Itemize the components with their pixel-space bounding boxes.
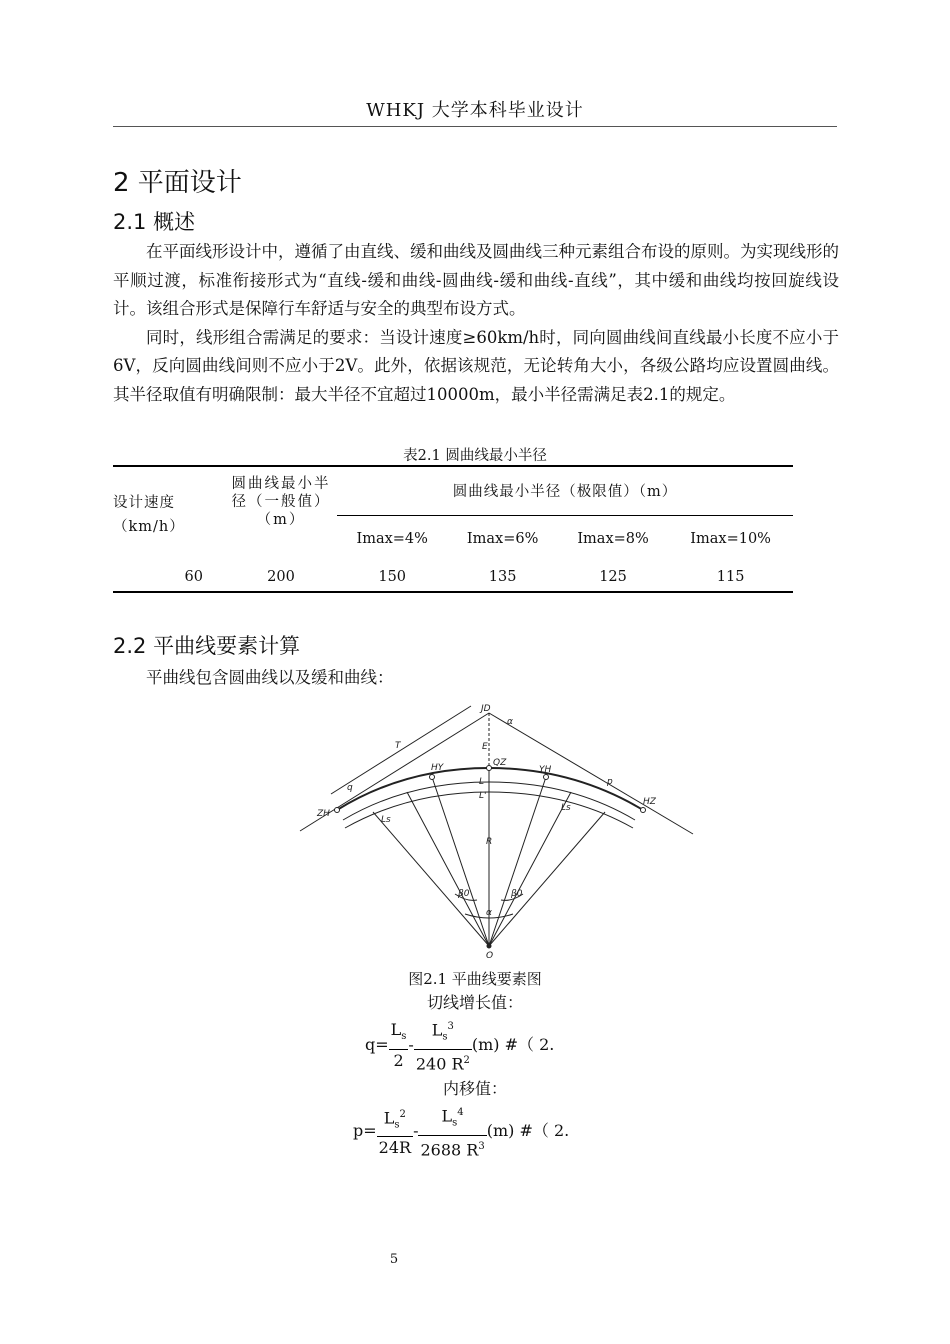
fraction [418, 1102, 486, 1161]
curve-line [337, 768, 643, 810]
sub-header: Imax=4% [356, 531, 428, 548]
table-cell: 150 [378, 569, 407, 585]
formula-p [353, 1102, 569, 1161]
radius-line [489, 792, 571, 946]
sub-header: Imax=10% [690, 531, 771, 548]
table-cell: 200 [267, 569, 295, 585]
paragraph: 平曲线包含圆曲线以及缓和曲线： [146, 668, 394, 687]
superscript: 3 [478, 1140, 485, 1152]
figure-label: β0 [458, 889, 470, 899]
fraction [377, 1104, 413, 1160]
figure-label: Ls [381, 815, 391, 825]
figure-label: L [479, 777, 485, 787]
overview-text [113, 238, 839, 409]
figure-label: β0 [511, 889, 523, 899]
frac-den: 240 R [415, 1053, 464, 1073]
frac-num: L [441, 1106, 453, 1126]
col-header-speed: 设计速度（km/h） [113, 495, 185, 535]
subscript: s [394, 1119, 400, 1131]
frac-num: L [431, 1020, 443, 1040]
table-cell: 135 [488, 569, 517, 585]
sub-header: Imax=8% [577, 531, 649, 548]
page-number: 5 [389, 1252, 399, 1267]
superscript: 3 [447, 1021, 454, 1032]
table-cell: 125 [599, 569, 627, 585]
radius-line [373, 812, 489, 946]
figure-label: JD [481, 704, 491, 714]
figure-label: p [607, 777, 613, 787]
frac-num: L [383, 1107, 395, 1127]
horizontal-curve-diagram [295, 698, 695, 960]
radius-line [489, 812, 605, 946]
fraction [414, 1016, 472, 1075]
formula-q [365, 1016, 554, 1075]
subscript: s [442, 1031, 448, 1043]
frac-num: L [390, 1020, 402, 1040]
frac-den: 24R [378, 1138, 412, 1158]
subscript: s [401, 1031, 407, 1043]
figure-label: E [482, 742, 488, 752]
section-heading-overview: 2.1 概述 [113, 210, 196, 234]
q-label: 切线增长值： [426, 993, 523, 1012]
subscript: s [452, 1117, 458, 1129]
point-hy [430, 775, 435, 780]
page-header: WHKJ 大学本科毕业设计 [366, 100, 584, 121]
figure-label: YH [539, 765, 552, 775]
formula-lhs: p= [353, 1120, 377, 1140]
tangent-line-right [489, 713, 693, 834]
table-cell: 60 [184, 569, 203, 585]
figure-label: α [486, 908, 492, 918]
formula-tail: (m) #（ 2. [486, 1120, 570, 1140]
table-row [113, 563, 793, 592]
figure-label: QZ [493, 758, 507, 768]
superscript: 2 [463, 1054, 470, 1066]
point-hz [641, 808, 646, 813]
radius-line [432, 777, 489, 946]
figure-label: R [486, 837, 493, 847]
superscript: 2 [399, 1108, 406, 1120]
figure-label: α [507, 717, 513, 727]
point-qz [487, 766, 492, 771]
radius-line [489, 777, 546, 946]
figure-caption: 图2.1 平曲线要素图 [408, 970, 542, 988]
figure-label: ZH [317, 809, 330, 819]
header-divider [113, 126, 837, 127]
figure-label: Ls [561, 803, 571, 813]
table-caption: 表2.1 圆曲线最小半径 [403, 448, 547, 464]
minus-sign: - [413, 1120, 419, 1140]
curve-intro [113, 664, 839, 693]
figure-label: L' [479, 791, 487, 801]
point-yh [544, 775, 549, 780]
figure-label: HZ [643, 797, 656, 807]
minus-sign: - [408, 1034, 414, 1054]
figure-label: HY [431, 763, 444, 773]
figure-label: T [395, 741, 401, 751]
col-header-limit: 圆曲线最小半径（极限值）（m） [337, 466, 793, 515]
point-o [487, 944, 491, 948]
point-zh [335, 808, 340, 813]
p-label: 内移值： [442, 1079, 507, 1098]
paragraph: 同时，线形组合需满足的要求：当设计速度≥60km/h时，同向圆曲线间直线最小长度不应小于6V，反向圆曲线间则不应小于2V。此外，依据该规范，无论转角大小，各级公路均应设置圆曲线。其半径取值有明确限制：最大半径不宜超过10000m，最小半径需满足表2.1的规定。 [113, 327, 839, 404]
superscript: 4 [457, 1107, 464, 1118]
radius-line [407, 792, 489, 946]
frac-den: 2688 R [420, 1139, 479, 1159]
formula-tail: (m) #（ 2. [471, 1034, 555, 1054]
table-cell: 115 [716, 569, 745, 585]
paragraph: 在平面线形设计中，遵循了由直线、缓和曲线及圆曲线三种元素组合布设的原则。为实现线形的平顺过渡，标准衔接形式为“直线-缓和曲线-圆曲线-缓和曲线-直线”，其中缓和曲线均按回旋线设计。该组合形式是保障行车舒适与安全的典型布设方式。 [113, 242, 839, 318]
chapter-heading: 2 平面设计 [113, 168, 242, 198]
col-header-general: 圆曲线最小半径（一般值）（m） [231, 476, 331, 528]
frac-den: 2 [393, 1050, 404, 1070]
figure-label: q [347, 783, 353, 793]
section-heading-curve-elements: 2.2 平曲线要素计算 [113, 634, 301, 658]
fraction [389, 1019, 409, 1071]
sub-header: Imax=6% [466, 531, 539, 548]
figure-label: O [486, 951, 494, 960]
min-radius-table [113, 465, 793, 593]
formula-lhs: q= [365, 1034, 389, 1054]
